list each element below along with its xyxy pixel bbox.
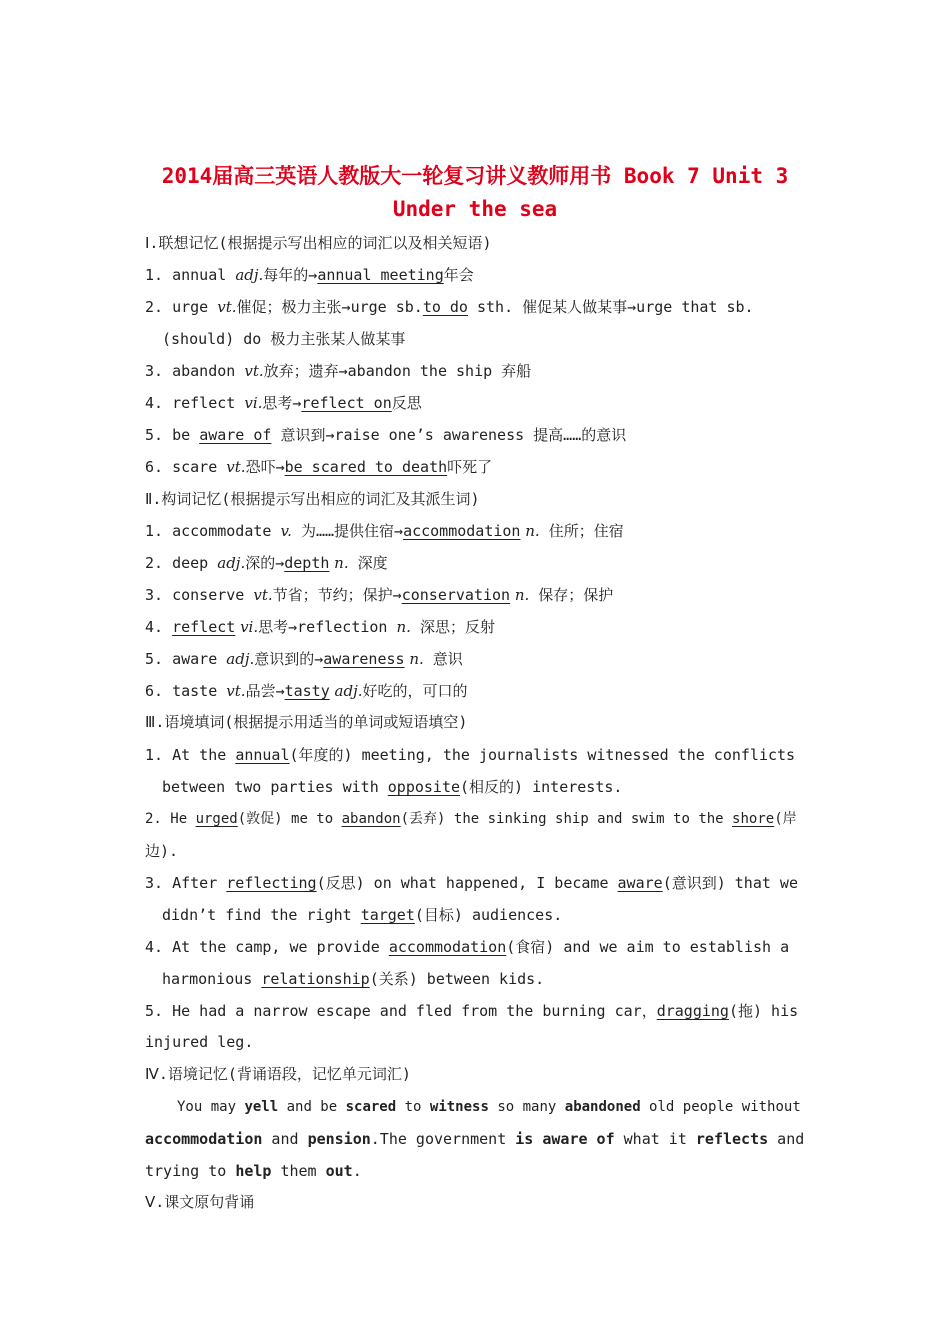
section-3-heading: Ⅲ.语境填词(根据提示用适当的单词或短语填空) (145, 713, 468, 731)
document-title-line-1: 2014届高三英语人教版大一轮复习讲义教师用书 Book 7 Unit 3 (161, 164, 789, 188)
s1-item-4: 4. reflect vi.思考→reflect on反思 (145, 394, 422, 412)
s1-item-2: 2. urge vt.催促；极力主张→urge sb.to do sth. 催促某人做某事→urge that sb. (145, 298, 754, 316)
s2-item-4: 4. reflect vi.思考→reflection n. 深思；反射 (145, 618, 495, 636)
s3-question-4-cont: harmonious relationship(关系) between kids. (162, 970, 545, 988)
s3-question-2: 2. He urged(敦促) me to abandon(丢弃) the sinking ship and swim to the shore(岸 (145, 811, 797, 827)
document-title-line-2: Under the sea (392, 197, 558, 221)
s3-question-2-cont: 边). (145, 842, 179, 860)
section-1-heading: Ⅰ.联想记忆(根据提示写出相应的词汇以及相关短语) (145, 234, 492, 252)
s3-question-1-cont: between two parties with opposite(相反的) interests. (162, 778, 623, 796)
s2-item-5: 5. aware adj.意识到的→awareness n. 意识 (145, 650, 463, 668)
s1-item-1: 1. annual adj.每年的→annual meeting年会 (145, 266, 474, 284)
s3-question-1: 1. At the annual(年度的) meeting, the journalists witnessed the conflicts (145, 746, 796, 764)
s3-question-4: 4. At the camp, we provide accommodation(食宿) and we aim to establish a (145, 938, 790, 956)
section-4-heading: Ⅳ.语境记忆(背诵语段，记忆单元词汇) (145, 1065, 411, 1083)
s1-item-2-cont: (should) do 极力主张某人做某事 (162, 330, 406, 348)
s3-question-5-cont: injured leg. (145, 1033, 254, 1051)
s4-passage-line-1: You may yell and be scared to witness so many abandoned old people without (177, 1099, 801, 1115)
s2-item-1: 1. accommodate v. 为……提供住宿→accommodation n. 住所；住宿 (145, 522, 624, 540)
s3-question-5: 5. He had a narrow escape and fled from the burning car，dragging(拖) his (145, 1002, 799, 1020)
s4-passage-line-2: accommodation and pension.The government is aware of what it reflects and (145, 1130, 805, 1148)
s1-item-6: 6. scare vt.恐吓→be scared to death吓死了 (145, 458, 493, 476)
s1-item-3: 3. abandon vt.放弃；遗弃→abandon the ship 弃船 (145, 362, 532, 380)
section-2-heading: Ⅱ.构词记忆(根据提示写出相应的词汇及其派生词) (145, 490, 480, 508)
s4-passage-line-3: trying to help them out. (145, 1162, 362, 1180)
section-5-heading: Ⅴ.课文原句背诵 (145, 1193, 255, 1211)
s2-item-2: 2. deep adj.深的→depth n. 深度 (145, 554, 388, 572)
s2-item-6: 6. taste vt.品尝→tasty adj.好吃的，可口的 (145, 682, 468, 700)
s1-item-5: 5. be aware of 意识到→raise one’s awareness 提高……的意识 (145, 426, 627, 444)
s3-question-3: 3. After reflecting(反思) on what happened, I became aware(意识到) that we (145, 874, 798, 892)
s3-question-3-cont: didn’t find the right target(目标) audiences. (162, 906, 563, 924)
s2-item-3: 3. conserve vt.节省；节约；保护→conservation n. 保存；保护 (145, 586, 614, 604)
